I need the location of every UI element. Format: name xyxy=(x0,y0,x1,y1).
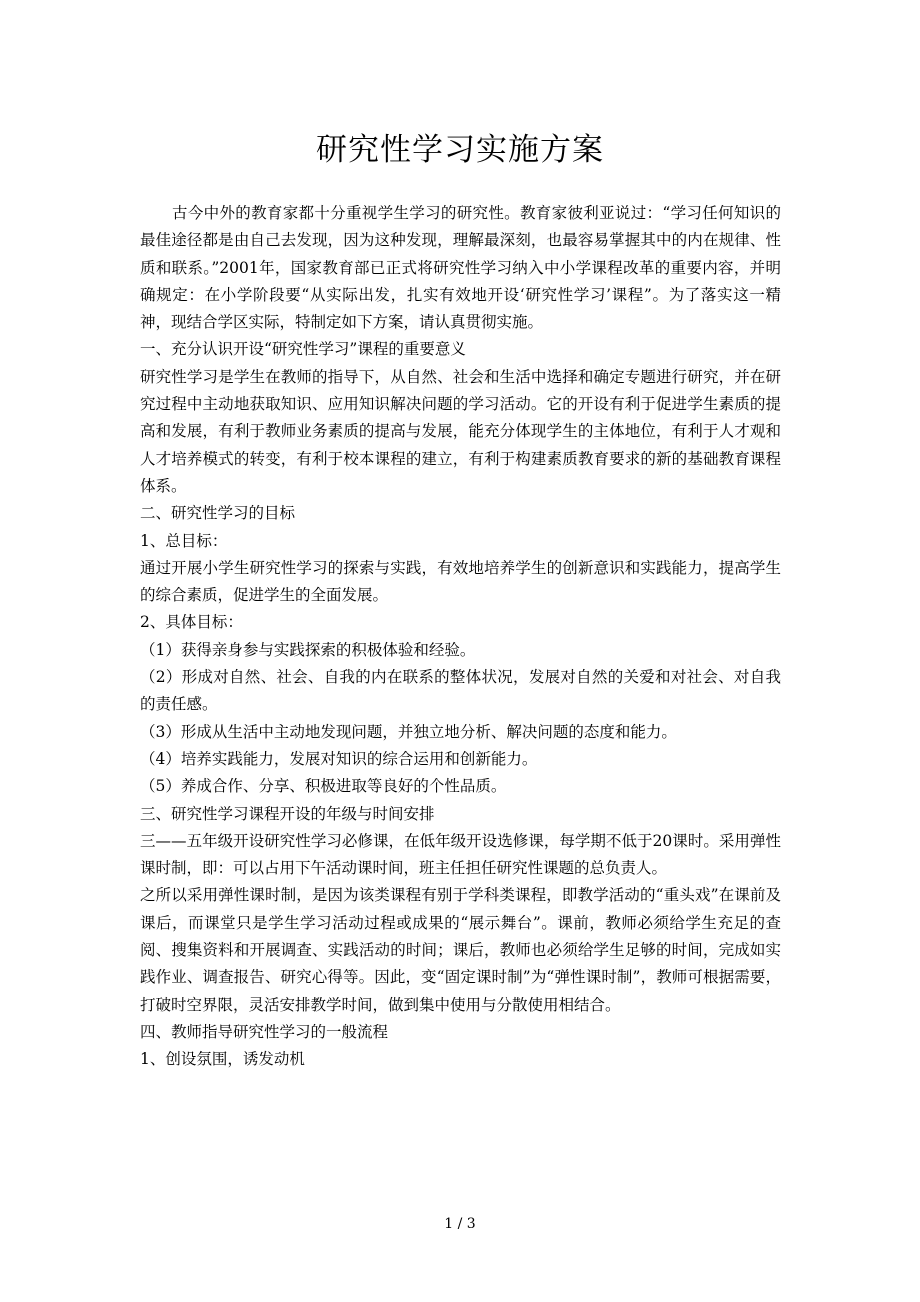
intro-paragraph: 古今中外的教育家都十分重视学生学习的研究性。教育家彼利亚说过：“学习任何知识的最佳途径都是由自己去发现，因为这种发现，理解最深刻，也最容易掌握其中的内在规律、性质和联系。”2001年，国家教育部已正式将研究性学习纳入中小学课程改革的重要内容，并明确规定：在小学阶段要“从实际出发，扎实有效地开设‘研究性学习’课程”。为了落实这一精神，现结合学区实际，特制定如下方案，请认真贯彻实施。 xyxy=(140,204,781,332)
list-item: （5）养成合作、分享、积极进取等良好的个性品质。 xyxy=(140,777,507,796)
section-heading-1: 一、充分认识开设“研究性学习”课程的重要意义 xyxy=(140,340,466,359)
section-heading-3: 三、研究性学习课程开设的年级与时间安排 xyxy=(140,804,435,823)
document-body xyxy=(140,200,781,1074)
list-item: （3）形成从生活中主动地发现问题，并独立地分析、解决问题的态度和能力。 xyxy=(140,722,677,741)
document-title: 研究性学习实施方案 xyxy=(316,132,604,168)
list-item: （1）获得亲身参与实践探索的积极体验和经验。 xyxy=(140,640,476,659)
sub-heading-step-1: 1、创设氛围，诱发动机 xyxy=(140,1050,305,1069)
sub-heading-overall-goal: 1、总目标： xyxy=(140,531,228,550)
body-paragraph: 之所以采用弹性课时制，是因为该类课程有别于学科类课程，即教学活动的“重头戏”在课前及课后，而课堂只是学生学习活动过程或成果的“展示舞台”。课前，教师必须给学生充足的查阅、搜集资料和开展调查、实践活动的时间；课后，教师也必须给学生足够的时间，完成如实践作业、调查报告、研究心得等。因此，变“固定课时制”为“弹性课时制”，教师可根据需要，打破时空界限，灵活安排教学时间，做到集中使用与分散使用相结合。 xyxy=(140,886,781,1014)
body-paragraph: 三——五年级开设研究性学习必修课，在低年级开设选修课，每学期不低于20课时。采用弹性课时制，即：可以占用下午活动课时间，班主任担任研究性课题的总负责人。 xyxy=(140,831,781,878)
list-item: （2）形成对自然、社会、自我的内在联系的整体状况，发展对自然的关爱和对社会、对自我的责任感。 xyxy=(140,668,781,714)
section-heading-4: 四、教师指导研究性学习的一般流程 xyxy=(140,1022,389,1041)
list-item: （4）培养实践能力，发展对知识的综合运用和创新能力。 xyxy=(140,749,538,768)
body-paragraph: 通过开展小学生研究性学习的探索与实践，有效地培养学生的创新意识和实践能力，提高学生的综合素质，促进学生的全面发展。 xyxy=(140,558,781,605)
section-heading-2: 二、研究性学习的目标 xyxy=(140,504,296,523)
sub-heading-specific-goals: 2、具体目标： xyxy=(140,613,243,632)
page-indicator: 1 / 3 xyxy=(444,1216,476,1232)
body-paragraph: 研究性学习是学生在教师的指导下，从自然、社会和生活中选择和确定专题进行研究，并在研究过程中主动地获取知识、应用知识解决问题的学习活动。它的开设有利于促进学生素质的提高和发展，有利于教师业务素质的提高与发展，能充分体现学生的主体地位，有利于人才观和人才培养模式的转变，有利于校本课程的建立，有利于构建素质教育要求的新的基础教育课程体系。 xyxy=(140,367,781,495)
